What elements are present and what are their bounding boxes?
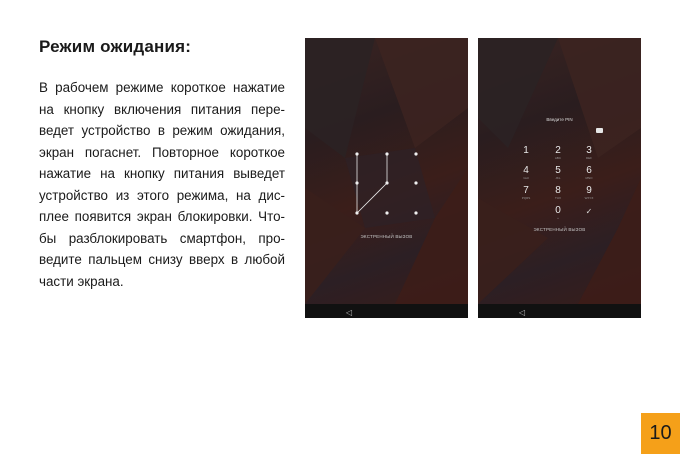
key-digit: 8 [555, 185, 561, 196]
key-letters: ABC [554, 156, 562, 160]
key-letters: PQRS [521, 196, 531, 200]
key-letters: WXYZ [584, 196, 594, 200]
pin-key-3[interactable] [579, 146, 599, 160]
body-line: экран погаснет. Повторное короткое [39, 144, 285, 160]
body-line: плее появится экран блокировки. Что- [39, 209, 285, 224]
key-digit: 6 [586, 165, 592, 176]
emergency-call-label[interactable]: ЭКСТРЕННЫЙ ВЫЗОВ [360, 234, 413, 239]
body-paragraph [39, 77, 285, 292]
body-line: бы разблокировать смартфон, про- [39, 230, 285, 246]
pattern-lock-screenshot [305, 38, 468, 318]
key-digit: 7 [523, 185, 529, 196]
pin-key-9[interactable] [579, 186, 599, 200]
back-icon[interactable]: ◁ [346, 308, 353, 317]
body-line: нажатие на кнопку питания выведет [39, 166, 285, 181]
body-line: ведите пальцем снизу вверх в любой [39, 252, 285, 267]
pin-key-2[interactable] [548, 146, 568, 160]
page-number: 10 [641, 413, 680, 454]
emergency-call-label[interactable]: ЭКСТРЕННЫЙ ВЫЗОВ [533, 227, 586, 232]
section-heading: Режим ожидания: [39, 37, 192, 56]
key-letters: JKL [555, 176, 561, 180]
pattern-grid[interactable] [305, 38, 468, 318]
pin-key-0[interactable] [548, 206, 568, 220]
body-line: В рабочем режиме короткое нажатие [39, 80, 285, 95]
key-letters: MNO [585, 176, 593, 180]
confirm-check-icon[interactable]: ✓ [585, 207, 593, 216]
key-digit: 5 [555, 165, 561, 176]
key-letters: GHI [523, 176, 529, 180]
body-line: ведет устройство в режим ожидания, [39, 123, 285, 138]
body-line: на кнопку включения питания пере- [39, 101, 285, 117]
key-digit: 4 [523, 165, 529, 176]
pin-key-4[interactable] [516, 166, 536, 180]
pin-key-1[interactable] [516, 146, 536, 156]
key-letters: DEF [586, 156, 592, 160]
pin-key-8[interactable] [548, 186, 568, 200]
back-icon[interactable]: ◁ [519, 308, 526, 317]
key-letters: + [557, 216, 559, 220]
pin-key-5[interactable] [548, 166, 568, 180]
backspace-icon[interactable] [596, 128, 603, 133]
key-digit: 2 [555, 145, 561, 156]
key-digit: 0 [555, 205, 561, 216]
key-digit: 9 [586, 185, 592, 196]
pin-prompt: Введите PIN [546, 117, 573, 122]
key-letters: TUV [555, 196, 561, 200]
pin-key-7[interactable] [516, 186, 536, 200]
key-digit: 1 [523, 145, 529, 156]
key-digit: 3 [586, 145, 592, 156]
body-line: части экрана. [39, 273, 124, 289]
pin-key-6[interactable] [579, 166, 599, 180]
nav-bar [478, 304, 641, 318]
nav-bar [305, 304, 468, 318]
pin-lock-screenshot [478, 38, 641, 318]
body-line: устройство из этого режима, на дис- [39, 187, 285, 203]
